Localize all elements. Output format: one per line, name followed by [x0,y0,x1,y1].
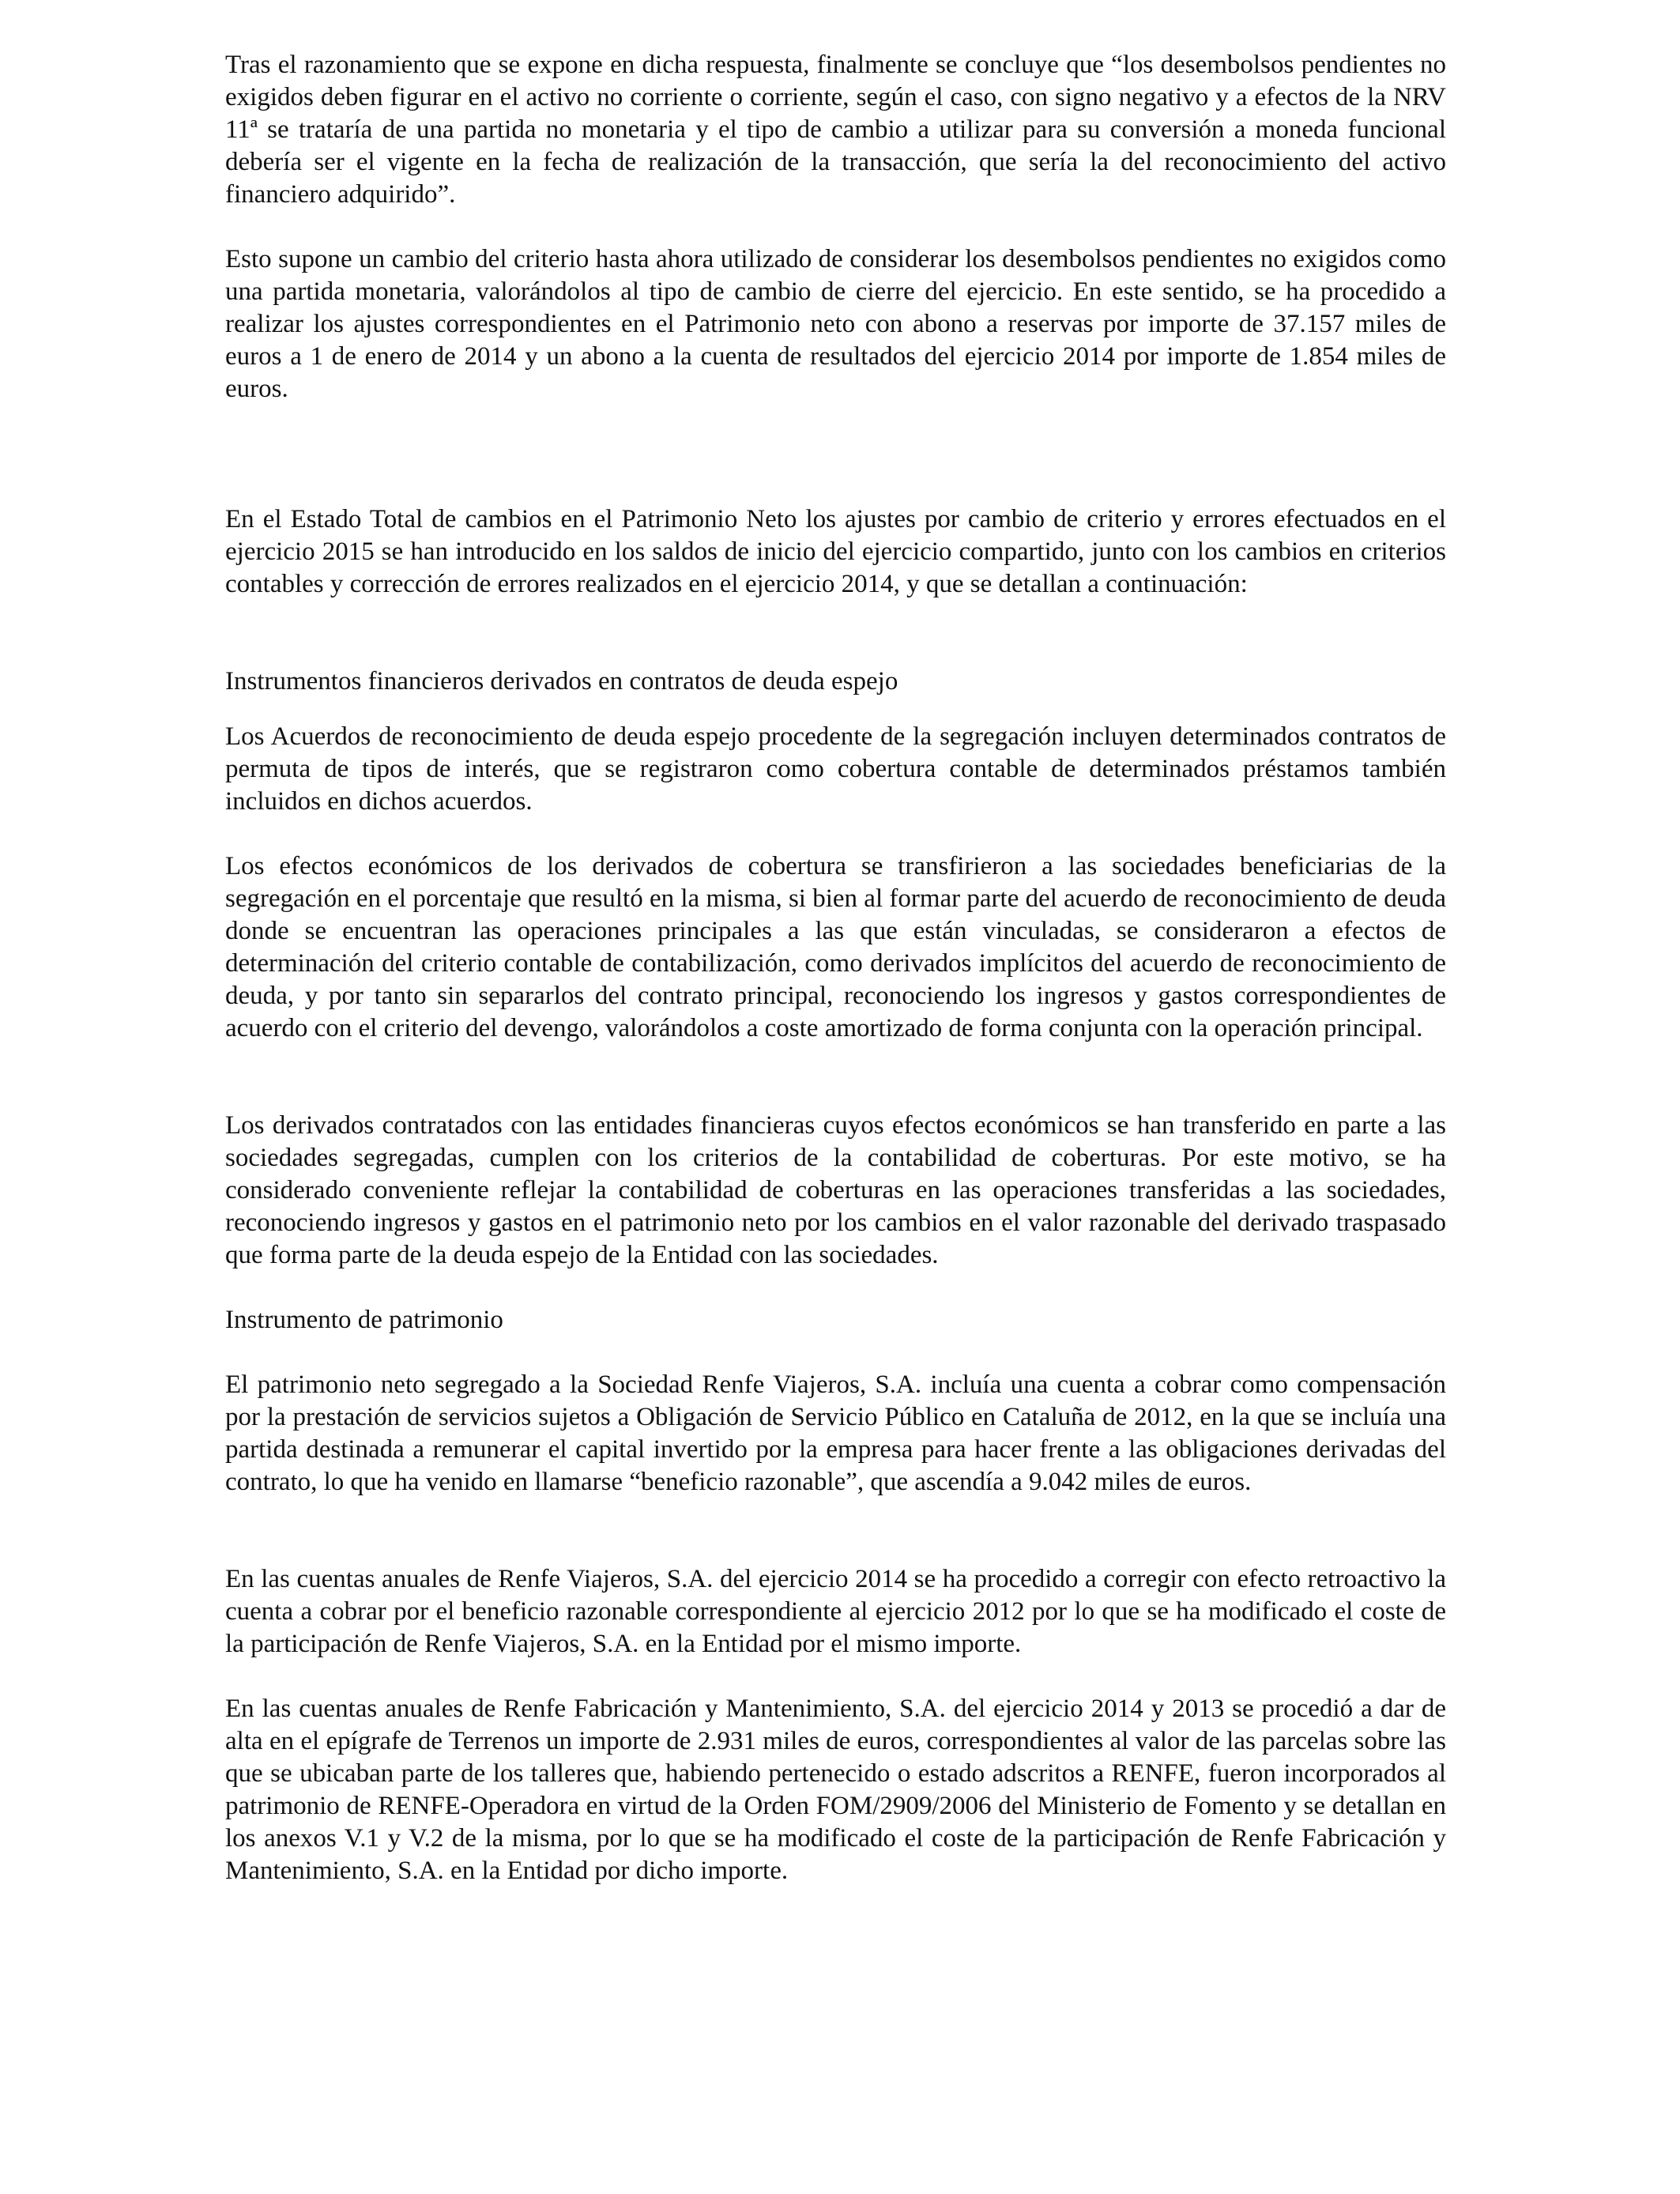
paragraph-estado-total-cambios: En el Estado Total de cambios en el Patrimonio Neto los ajustes por cambio de criterio y errores efectuados en el ejercicio 2015 se han introducido en los saldos de inicio del ejercicio compartido, junto con los cambios en criterios contables y corrección de errores realizados en el ejercicio 2014, y que se detallan a continuación: [225,505,1446,598]
heading-instrumentos-financieros: Instrumentos financieros derivados en contratos de deuda espejo [225,667,898,696]
paragraph-derivados-contratados: Los derivados contratados con las entidades financieras cuyos efectos económicos se han transferido en parte a las sociedades segregadas, cumplen con los criterios de la contabilidad de coberturas. Por este motivo, se ha considerado conveniente reflejar la contabilidad de coberturas en las operaciones transferidas a las sociedades, reconociendo ingresos y gastos en el patrimonio neto por los cambios en el valor razonable del derivado traspasado que forma parte de la deuda espejo de la Entidad con las sociedades. [225,1111,1446,1269]
paragraph-efectos-derivados: Los efectos económicos de los derivados de cobertura se transfirieron a las sociedades beneficiarias de la segregación en el porcentaje que resultó en la misma, si bien al formar parte del acuerdo de reconocimiento de deuda donde se encuentran las operaciones principales a las que están vinculadas, se consideraron a efectos de determinación del criterio contable de contabilización, como derivados implícitos del acuerdo de reconocimiento de deuda, y por tanto sin separarlos del contrato principal, reconociendo los ingresos y gastos correspondientes de acuerdo con el criterio del devengo, valorándolos a coste amortizado de forma conjunta con la operación principal. [225,852,1446,1042]
heading-instrumento-patrimonio: Instrumento de patrimonio [225,1306,503,1334]
paragraph-cambio-criterio: Esto supone un cambio del criterio hasta ahora utilizado de considerar los desembolsos pendientes no exigidos como una partida monetaria, valorándolos al tipo de cambio de cierre del ejercicio. En este sentido, se ha procedido a realizar los ajustes correspondientes en el Patrimonio neto con abono a reservas por importe de 37.157 miles de euros a 1 de enero de 2014 y un abono a la cuenta de resultados del ejercicio 2014 por importe de 1.854 miles de euros. [225,245,1446,403]
paragraph-acuerdos-deuda-espejo: Los Acuerdos de reconocimiento de deuda espejo procedente de la segregación incluyen determinados contratos de permuta de tipos de interés, que se registraron como cobertura contable de determinados préstamos también incluidos en dichos acuerdos. [225,722,1446,816]
paragraph-renfe-viajeros: En las cuentas anuales de Renfe Viajeros, S.A. del ejercicio 2014 se ha procedido a corregir con efecto retroactivo la cuenta a cobrar por el beneficio razonable correspondiente al ejercicio 2012 por lo que se ha modificado el coste de la participación de Renfe Viajeros, S.A. en la Entidad por el mismo importe. [225,1565,1446,1658]
paragraph-criterio-desembolsos: Tras el razonamiento que se expone en dicha respuesta, finalmente se concluye que “los desembolsos pendientes no exigidos deben figurar en el activo no corriente o corriente, según el caso, con signo negativo y a efectos de la NRV 11ª se trataría de una partida no monetaria y el tipo de cambio a utilizar para su conversión a moneda funcional debería ser el vigente en la fecha de realización de la transacción, que sería la del reconocimiento del activo financiero adquirido”. [225,51,1446,209]
paragraph-renfe-fabricacion: En las cuentas anuales de Renfe Fabricación y Mantenimiento, S.A. del ejercicio 2014 y 2013 se procedió a dar de alta en el epígrafe de Terrenos un importe de 2.931 miles de euros, correspondientes al valor de las parcelas sobre las que se ubicaban parte de los talleres que, habiendo pertenecido o estado adscritos a RENFE, fueron incorporados al patrimonio de RENFE-Operadora en virtud de la Orden FOM/2909/2006 del Ministerio de Fomento y se detallan en los anexos V.1 y V.2 de la misma, por lo que se ha modificado el coste de la participación de Renfe Fabricación y Mantenimiento, S.A. en la Entidad por dicho importe. [225,1695,1446,1885]
paragraph-patrimonio-segregado: El patrimonio neto segregado a la Sociedad Renfe Viajeros, S.A. incluía una cuenta a cobrar como compensación por la prestación de servicios sujetos a Obligación de Servicio Público en Cataluña de 2012, en la que se incluía una partida destinada a remunerar el capital invertido por la empresa para hacer frente a las obligaciones derivadas del contrato, lo que ha venido en llamarse “beneficio razonable”, que ascendía a 9.042 miles de euros. [225,1370,1446,1496]
